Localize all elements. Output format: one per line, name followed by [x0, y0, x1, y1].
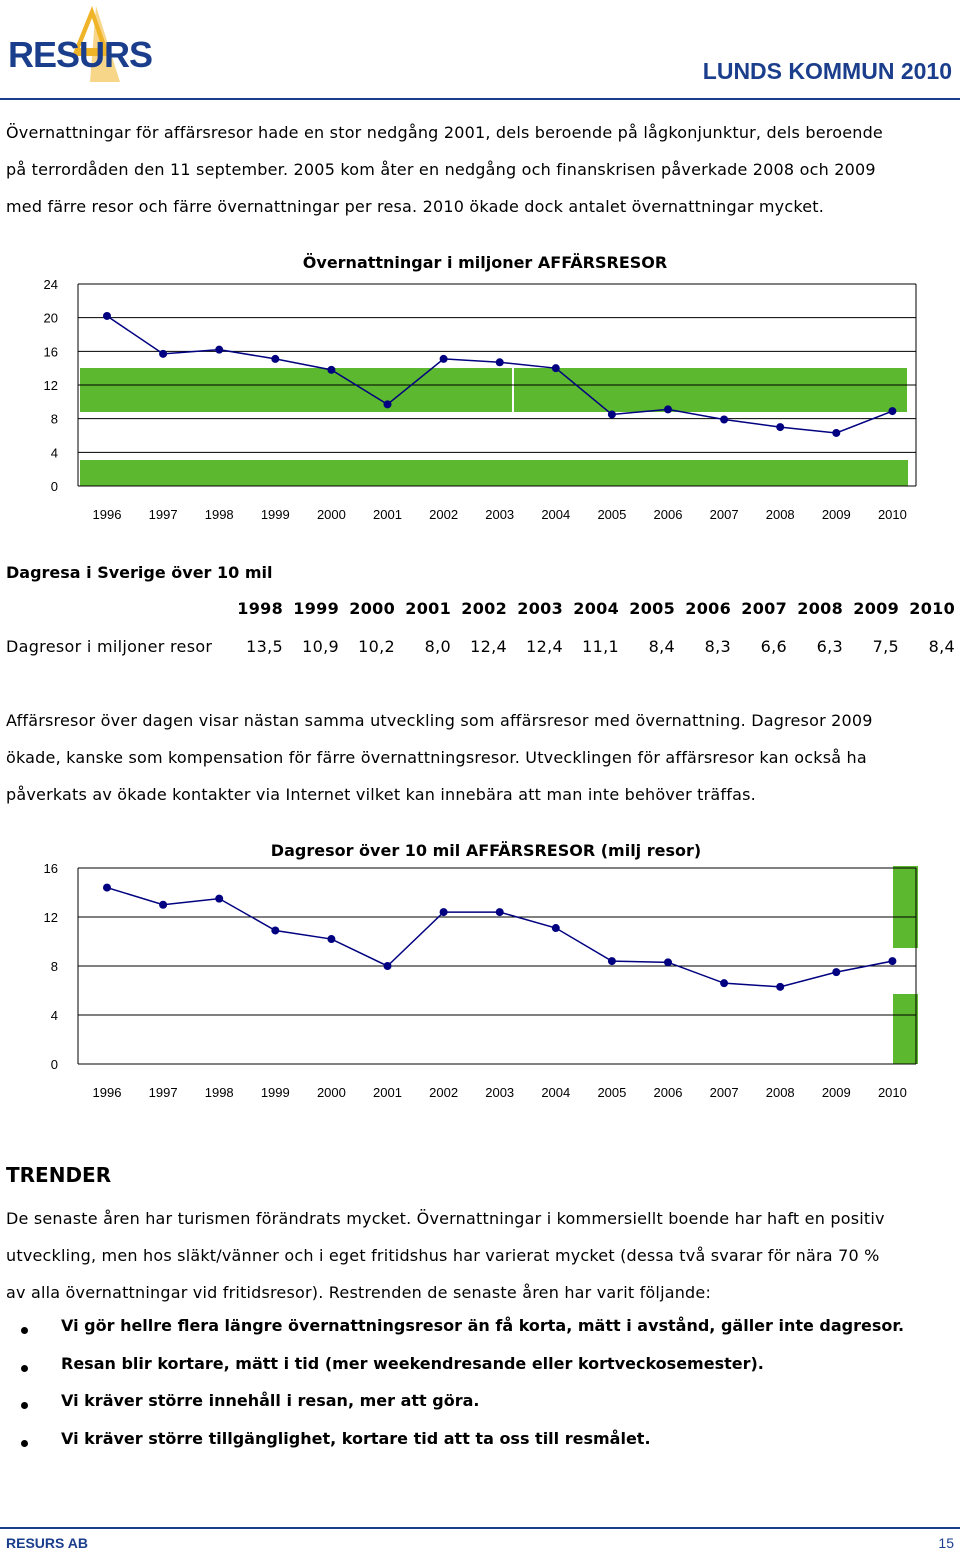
x-tick-label: 1997 — [148, 507, 178, 522]
y-tick-label: 24 — [43, 277, 58, 292]
data-point — [215, 346, 223, 354]
trender-line: De senaste åren har turismen förändrats mycket. Övernattningar i kommersiellt boende har haft en positiv — [6, 1209, 885, 1228]
year-header: 2006 — [685, 599, 731, 618]
green-band — [514, 368, 907, 412]
dagresa-value: 12,4 — [470, 637, 507, 656]
bullet-icon — [21, 1327, 28, 1334]
data-point — [720, 416, 728, 424]
trender-heading: TRENDER — [6, 1163, 112, 1187]
y-tick-label: 0 — [50, 479, 58, 494]
bullet-text: Vi kräver större innehåll i resan, mer att göra. — [61, 1391, 480, 1410]
dagresa-value: 11,1 — [582, 637, 619, 656]
x-tick-label: 2000 — [316, 1085, 346, 1100]
middle-paragraph — [6, 702, 956, 813]
middle-line: ökade, kanske som kompensation för färre övernattningsresor. Utvecklingen för affärsresor kan också ha — [6, 748, 867, 767]
dagresa-value: 6,6 — [760, 637, 787, 656]
footer-rule — [0, 1527, 960, 1529]
middle-line: Affärsresor över dagen visar nästan samma utveckling som affärsresor med övernattning. Dagresor 2009 — [6, 711, 873, 730]
middle-line: påverkats av ökade kontakter via Internet vilket kan innebära att man inte behöver träffas. — [6, 785, 756, 804]
data-point — [440, 908, 448, 916]
data-point — [776, 423, 784, 431]
x-tick-label: 2005 — [597, 1085, 627, 1100]
x-tick-label: 2006 — [653, 1085, 683, 1100]
x-tick-label: 2010 — [877, 1085, 907, 1100]
data-point — [327, 366, 335, 374]
x-tick-label: 1999 — [260, 1085, 290, 1100]
x-tick-label: 2004 — [541, 507, 571, 522]
x-tick-label: 2001 — [373, 507, 402, 522]
year-header: 2010 — [909, 599, 955, 618]
page-number: 15 — [938, 1535, 954, 1551]
trender-paragraph — [6, 1200, 956, 1311]
bullet-icon — [21, 1440, 28, 1447]
year-header: 2009 — [853, 599, 899, 618]
row-label: Dagresor i miljoner resor — [6, 637, 213, 656]
x-tick-label: 2010 — [877, 507, 907, 522]
year-header: 2002 — [461, 599, 507, 618]
logo-text: RESURS — [8, 34, 153, 75]
dagresa-value: 13,5 — [246, 637, 283, 656]
page-header — [0, 0, 960, 100]
x-tick-label: 2004 — [541, 1085, 571, 1100]
year-header: 2000 — [349, 599, 395, 618]
dagresor-chart — [0, 830, 960, 1120]
y-tick-label: 16 — [43, 861, 58, 876]
intro-line: på terrordåden den 11 september. 2005 kom åter en nedgång och finanskrisen påverkade 2008 och 2009 — [6, 160, 876, 179]
header-rule — [0, 98, 960, 100]
year-header: 2001 — [405, 599, 451, 618]
x-tick-label: 1996 — [92, 507, 122, 522]
year-header: 2008 — [797, 599, 843, 618]
x-tick-label: 1998 — [204, 1085, 234, 1100]
green-band — [893, 994, 918, 1064]
dagresa-value: 10,2 — [358, 637, 395, 656]
data-point — [440, 355, 448, 363]
year-header: 1999 — [293, 599, 339, 618]
x-tick-label: 2007 — [709, 1085, 739, 1100]
intro-paragraph — [6, 114, 956, 225]
data-point — [384, 962, 392, 970]
y-tick-label: 8 — [50, 959, 58, 974]
x-tick-label: 2008 — [765, 507, 795, 522]
y-tick-label: 8 — [50, 411, 58, 427]
year-header: 2007 — [741, 599, 787, 618]
data-point — [608, 957, 616, 965]
bullet-text: Vi kräver större tillgänglighet, kortare tid att ta oss till resmålet. — [61, 1429, 651, 1448]
data-point — [496, 908, 504, 916]
y-tick-label: 20 — [43, 310, 58, 326]
year-header: 1998 — [237, 599, 283, 618]
data-point — [832, 429, 840, 437]
dagresa-value: 7,5 — [872, 637, 899, 656]
x-tick-label: 2001 — [373, 1085, 402, 1100]
dagresa-value: 12,4 — [526, 637, 563, 656]
x-tick-label: 1998 — [204, 507, 234, 522]
data-point — [496, 358, 504, 366]
x-tick-label: 2006 — [653, 507, 683, 522]
chart-title: Dagresor över 10 mil AFFÄRSRESOR (milj resor) — [270, 841, 702, 860]
data-point — [664, 405, 672, 413]
y-tick-label: 12 — [43, 378, 58, 393]
year-header: 2004 — [573, 599, 619, 618]
year-header: 2003 — [517, 599, 563, 618]
overnight-chart — [0, 240, 960, 530]
x-tick-label: 2009 — [821, 1085, 851, 1100]
data-point — [103, 884, 111, 892]
y-tick-label: 4 — [50, 1008, 58, 1023]
data-point — [608, 410, 616, 418]
data-point — [384, 400, 392, 408]
data-point — [327, 935, 335, 943]
x-tick-label: 1996 — [92, 1085, 122, 1100]
series-line — [107, 888, 892, 987]
green-band — [893, 866, 918, 948]
data-point — [720, 979, 728, 987]
data-point — [888, 957, 896, 965]
x-tick-label: 2009 — [821, 507, 851, 522]
green-band — [80, 368, 512, 412]
x-tick-label: 2002 — [429, 507, 459, 522]
dagresa-value: 8,3 — [704, 637, 731, 656]
x-tick-label: 1999 — [260, 507, 290, 522]
intro-line: Övernattningar för affärsresor hade en stor nedgång 2001, dels beroende på lågkonjunktur, dels beroende — [6, 123, 883, 142]
x-tick-label: 2000 — [316, 507, 346, 522]
dagresa-value: 8,4 — [648, 637, 675, 656]
bullet-text: Resan blir kortare, mätt i tid (mer weekendresande eller kortveckosemester). — [61, 1354, 764, 1373]
data-point — [664, 958, 672, 966]
data-point — [832, 968, 840, 976]
data-point — [103, 312, 111, 320]
chart-title: Övernattningar i miljoner AFFÄRSRESOR — [302, 253, 668, 272]
bullet-icon — [21, 1402, 28, 1409]
x-tick-label: 1997 — [148, 1085, 178, 1100]
dagresa-value: 8,0 — [424, 637, 451, 656]
intro-line: med färre resor och färre övernattningar per resa. 2010 ökade dock antalet övernattningar mycket. — [6, 197, 825, 216]
dagresa-value: 6,3 — [816, 637, 843, 656]
data-point — [159, 350, 167, 358]
bullet-icon — [21, 1365, 28, 1372]
document-title: LUNDS KOMMUN 2010 — [702, 58, 952, 84]
resurs-logo — [6, 4, 153, 88]
green-band — [80, 460, 908, 486]
y-tick-label: 12 — [43, 910, 58, 925]
dagresa-value-row — [0, 637, 960, 661]
year-header: 2005 — [629, 599, 675, 618]
data-point — [159, 901, 167, 909]
dagresa-value: 8,4 — [928, 637, 955, 656]
data-point — [552, 364, 560, 372]
dagresa-title: Dagresa i Sverige över 10 mil — [6, 563, 273, 582]
x-tick-label: 2002 — [429, 1085, 459, 1100]
x-tick-label: 2007 — [709, 507, 739, 522]
dagresa-year-row — [0, 599, 960, 623]
x-tick-label: 2003 — [485, 507, 515, 522]
trender-line: utveckling, men hos släkt/vänner och i eget fritidshus har varierat mycket (dessa två svarar för nära 70 % — [6, 1246, 880, 1265]
x-tick-label: 2005 — [597, 507, 627, 522]
data-point — [888, 407, 896, 415]
x-tick-label: 2008 — [765, 1085, 795, 1100]
dagresa-value: 10,9 — [302, 637, 339, 656]
footer-company: RESURS AB — [6, 1535, 88, 1551]
trender-line: av alla övernattningar vid fritidsresor). Restrenden de senaste åren har varit följande: — [6, 1283, 712, 1302]
data-point — [215, 895, 223, 903]
y-tick-label: 16 — [43, 344, 58, 360]
x-tick-label: 2003 — [485, 1085, 515, 1100]
data-point — [552, 924, 560, 932]
bullet-text: Vi gör hellre flera längre övernattningsresor än få korta, mätt i avstånd, gäller inte dagresor. — [61, 1316, 905, 1335]
data-point — [776, 983, 784, 991]
data-point — [271, 926, 279, 934]
y-tick-label: 4 — [50, 445, 58, 461]
y-tick-label: 0 — [50, 1057, 58, 1072]
data-point — [271, 355, 279, 363]
